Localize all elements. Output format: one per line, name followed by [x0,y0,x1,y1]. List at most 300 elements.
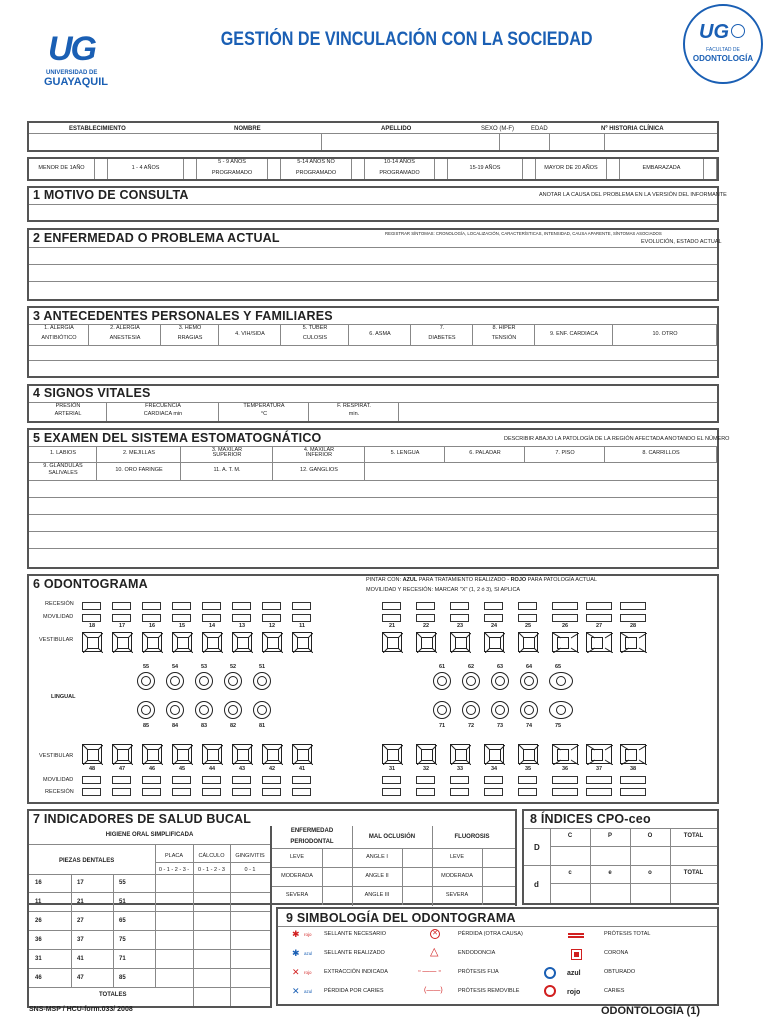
symbol-label-2: ENDODONCIA [458,950,496,956]
tooth-number: 64 [525,664,533,670]
region-2 [97,446,181,462]
movilidad-box[interactable] [552,614,578,622]
recesion-box[interactable] [484,788,503,796]
deciduous-tooth-52[interactable] [224,672,242,690]
movilidad-box[interactable] [620,614,646,622]
hdr-nombre: NOMBRE [234,126,261,132]
movilidad-box[interactable] [292,614,311,622]
divider [113,969,114,988]
deciduous-tooth-54[interactable] [166,672,184,690]
age-checkbox-divider [434,159,435,179]
cpo-input[interactable] [631,847,669,863]
tooth-35[interactable] [518,744,538,764]
region-2-3 [181,462,273,480]
calculo-input[interactable] [194,932,229,949]
tooth-36[interactable] [552,744,578,764]
movilidad-box[interactable] [586,614,612,622]
symbol-label-2: PÉRDIDA (OTRA CAUSA) [458,931,523,937]
age-label: EMBARAZADA [642,165,681,171]
section-title: 9 SIMBOLOGÍA DEL ODONTOGRAMA [286,911,516,925]
recesion-box[interactable] [552,602,578,610]
region-4 [273,446,365,462]
gingivitis-input[interactable] [231,951,269,968]
region-label: 6. PALADAR [469,450,501,456]
placa-input[interactable] [156,875,192,892]
movilidad-box[interactable] [262,776,281,784]
region-2-label: 10. ORO FARINGE [115,467,163,473]
age-label: 10-14 AÑOS [384,159,415,165]
recesion-box[interactable] [172,602,191,610]
movilidad-box[interactable] [172,776,191,784]
antecedente-6 [349,324,411,345]
deciduous-tooth-51[interactable] [253,672,271,690]
tooth-33[interactable] [450,744,470,764]
deciduous-tooth-83[interactable] [195,701,213,719]
tooth-32[interactable] [416,744,436,764]
pieza-dental: 37 [77,937,84,943]
symbol-label-2: PRÓTESIS FIJA [458,969,499,975]
age-option-3[interactable] [197,159,281,179]
tooth-number: 45 [178,766,186,772]
tooth-17[interactable] [112,632,132,652]
ceo-header: TOTAL [683,870,704,876]
periodontal-option[interactable]: LEVE [289,854,305,860]
tooth-48[interactable] [82,744,102,764]
recesion-box[interactable] [202,788,221,796]
table-row [29,874,270,893]
deciduous-tooth-64[interactable] [520,672,538,690]
ceo-input[interactable] [671,884,716,900]
deciduous-tooth-85[interactable] [137,701,155,719]
tooth-21[interactable] [382,632,402,652]
movilidad-box[interactable] [82,776,101,784]
pieza-dental: 46 [35,975,42,981]
recesion-box[interactable] [172,788,191,796]
examen-field[interactable] [31,482,715,566]
region-label: 3. MAXILAR [211,447,243,453]
recesion-box[interactable] [586,602,612,610]
region-label: 1. LABIOS [50,450,76,456]
apellido-field[interactable] [323,135,497,149]
deciduous-tooth-62[interactable] [462,672,480,690]
placa-input[interactable] [156,913,192,930]
age-option-6[interactable] [448,159,536,179]
section-note: ANOTAR LA CAUSA DEL PROBLEMA EN LA VERSIÓN DEL INFORMANTE [539,192,727,198]
symbol-asterisk-icon: ✱ [292,929,300,939]
movilidad-box[interactable] [82,614,101,622]
placa-input[interactable] [156,894,192,911]
movilidad-box[interactable] [112,614,131,622]
movilidad-box[interactable] [416,614,435,622]
divider [402,886,403,905]
recesion-box[interactable] [142,788,161,796]
movilidad-box[interactable] [450,614,469,622]
logo-ug-left [44,32,108,90]
region-6 [445,446,525,462]
age-option-8[interactable] [620,159,717,179]
pieza-dental: 16 [35,880,42,886]
recesion-box[interactable] [416,602,435,610]
note-text-3: PARA PATOLOGÍA ACTUAL [526,577,597,583]
tooth-15[interactable] [172,632,192,652]
recesion-box[interactable] [416,788,435,796]
enfermedad-field[interactable] [31,249,715,297]
age-label-2: PROGRAMADO [211,170,253,176]
region-2-4 [273,462,365,480]
signo-vital-label-2: °C [260,411,268,417]
calculo-input[interactable] [194,913,229,930]
movilidad-box[interactable] [620,776,646,784]
deciduous-tooth-81[interactable] [253,701,271,719]
symbol-x-icon: ✱ [292,948,300,958]
note-azul: AZUL [402,577,418,583]
sexo-field[interactable] [501,135,547,149]
gingivitis-input[interactable] [231,932,269,949]
cpo-input[interactable] [671,847,716,863]
cpo-D: D [534,843,540,852]
symbol-label-2: PRÓTESIS REMOVIBLE [458,988,520,994]
region-2-1 [29,462,97,480]
tooth-number: 17 [118,623,126,629]
recesion-box[interactable] [518,788,537,796]
pieza-dental: 27 [77,918,84,924]
tooth-number: 32 [422,766,430,772]
antecedente-label-2: ANTIBIÓTICO [41,335,77,341]
deciduous-tooth-63[interactable] [491,672,509,690]
age-label-2: PROGRAMADO [295,170,337,176]
logo-right-line1: FACULTAD DE [706,47,740,53]
movilidad-box[interactable] [142,614,161,622]
tooth-26[interactable] [552,632,578,652]
tooth-number: 33 [456,766,464,772]
movilidad-box[interactable] [484,614,503,622]
tooth-number: 14 [208,623,216,629]
tooth-number: 61 [438,664,446,670]
divider [71,893,72,912]
tooth-13[interactable] [232,632,252,652]
tooth-number: 35 [524,766,532,772]
tooth-16[interactable] [142,632,162,652]
pieza-dental: 65 [119,918,126,924]
movilidad-box[interactable] [172,614,191,622]
symbol-color: rojo [304,970,312,975]
region-1 [29,446,97,462]
age-option-2[interactable] [108,159,197,179]
divider [272,886,515,887]
deciduous-tooth-75[interactable] [549,701,573,719]
deciduous-tooth-72[interactable] [462,701,480,719]
cpo-input[interactable] [551,847,589,863]
antecedente-7 [411,324,473,345]
recesion-box[interactable] [620,602,646,610]
recesion-box[interactable] [552,788,578,796]
hdr-establecimiento: ESTABLECIMIENTO [69,126,126,132]
movilidad-box[interactable] [484,776,503,784]
maloclusion-option[interactable]: ANGLE II [365,873,389,879]
establecimiento-field[interactable] [31,135,319,149]
recesion-box[interactable] [518,602,537,610]
recesion-box[interactable] [262,788,281,796]
placa-input[interactable] [156,970,192,987]
movilidad-box[interactable] [382,614,401,622]
divider [322,886,323,905]
tooth-45[interactable] [172,744,192,764]
section-title: 5 EXAMEN DEL SISTEMA ESTOMATOGNÁTICO [33,431,322,445]
gingivitis-input[interactable] [231,913,269,930]
divider [272,867,515,868]
label-vestibular-bottom: VESTIBULAR [39,753,74,759]
section-note-2: EVOLUCIÓN, ESTADO ACTUAL [641,239,722,245]
tooth-18[interactable] [82,632,102,652]
section-note: REGISTRAR SÍNTOMAS: CRONOLOGÍA, LOCALIZACIÓN, CARACTERÍSTICAS, INTENSIDAD, CAUSA APARENTE, SÍNTOMAS ASOCIADOS [385,231,662,237]
region-7 [525,446,605,462]
symbol-label-3: CARIES [604,988,625,994]
age-checkbox-divider [351,159,352,179]
tooth-37[interactable] [586,744,612,764]
periodontal-option[interactable]: SEVERA [285,892,309,898]
tooth-14[interactable] [202,632,222,652]
hdr-edad: EDAD [531,126,548,132]
tooth-12[interactable] [262,632,282,652]
gingivitis-input[interactable] [231,875,269,892]
recesion-box[interactable] [82,788,101,796]
recesion-box[interactable] [112,788,131,796]
tooth-28[interactable] [620,632,646,652]
region-8 [605,446,717,462]
logo-ug-mark-right: UG [699,21,729,43]
antecedente-label: 4. VIH/SIDA [235,330,265,337]
pieza-dental: 11 [35,899,42,905]
antecedente-5 [281,324,349,345]
deciduous-tooth-84[interactable] [166,701,184,719]
cpo-header: TOTAL [683,833,704,839]
calculo-input[interactable] [194,970,229,987]
recesion-box[interactable] [450,602,469,610]
movilidad-box[interactable] [112,776,131,784]
pieza-dental: 55 [119,880,126,886]
placa-header: PLACA [164,853,184,859]
tooth-number: 53 [200,664,208,670]
tooth-31[interactable] [382,744,402,764]
movilidad-box[interactable] [142,776,161,784]
antecedente-10 [613,324,717,345]
periodontal-option[interactable]: MODERADA [281,873,313,879]
indicadores-table [27,826,272,1008]
movilidad-box[interactable] [202,614,221,622]
recesion-box[interactable] [232,788,251,796]
symbol-label-3: PRÓTESIS TOTAL [604,931,651,937]
movilidad-box[interactable] [202,776,221,784]
gingivitis-input[interactable] [231,970,269,987]
tooth-47[interactable] [112,744,132,764]
logo-line2: GUAYAQUIL [44,76,108,88]
table-row [29,931,270,950]
tooth-42[interactable] [262,744,282,764]
ceo-input[interactable] [631,884,669,900]
movilidad-box[interactable] [232,614,251,622]
movilidad-box[interactable] [586,776,612,784]
age-label: MENOR DE 1AÑO [38,165,85,171]
antecedente-label: 10. OTRO [652,330,678,337]
deciduous-tooth-71[interactable] [433,701,451,719]
tooth-46[interactable] [142,744,162,764]
antecedente-4 [219,324,281,345]
signo-vital-label: PRESIÓN [55,403,81,409]
symbol-color: azul [304,951,313,956]
signo-vital-2 [107,402,219,421]
deciduous-tooth-61[interactable] [433,672,451,690]
deciduous-tooth-55[interactable] [137,672,155,690]
historia-field[interactable] [606,135,716,149]
tooth-22[interactable] [416,632,436,652]
region-label: 5. LENGUA [390,450,420,456]
antecedente-label-2: CULOSIS [302,335,328,341]
deciduous-tooth-74[interactable] [520,701,538,719]
antecedente-9 [535,324,613,345]
protesis-total-icon [568,933,584,935]
recesion-box[interactable] [586,788,612,796]
tooth-43[interactable] [232,744,252,764]
calculo-input[interactable] [194,951,229,968]
region-5 [365,446,445,462]
region-label: 2. MEJILLAS [122,450,156,456]
tooth-41[interactable] [292,744,312,764]
antecedentes-field[interactable] [31,347,715,375]
page-title: GESTIÓN DE VINCULACIÓN CON LA SOCIEDAD [220,29,593,50]
region-label-2: INFERIOR [305,452,333,458]
fluorosis-option[interactable]: SEVERA [445,892,469,898]
recesion-box[interactable] [382,788,401,796]
tooth-44[interactable] [202,744,222,764]
recesion-box[interactable] [382,602,401,610]
deciduous-tooth-53[interactable] [195,672,213,690]
fluorosis-option[interactable]: LEVE [449,854,465,860]
fluorosis-option[interactable]: MODERADA [441,873,473,879]
symbol-label: SELLANTE NECESARIO [324,931,387,937]
gingivitis-input[interactable] [231,894,269,911]
divider [71,931,72,950]
calculo-input[interactable] [194,894,229,911]
table-row [29,969,270,988]
tooth-23[interactable] [450,632,470,652]
tooth-24[interactable] [484,632,504,652]
recesion-box[interactable] [232,602,251,610]
placa-input[interactable] [156,951,192,968]
calculo-header: CÁLCULO [198,853,225,859]
recesion-box[interactable] [142,602,161,610]
note-rojo: ROJO [510,577,527,583]
movilidad-box[interactable] [232,776,251,784]
age-label: 5-14 AÑOS NO [297,159,335,165]
calculo-input[interactable] [194,875,229,892]
tooth-11[interactable] [292,632,312,652]
deciduous-tooth-82[interactable] [224,701,242,719]
seal-icon [731,24,745,38]
tooth-number: 18 [88,623,96,629]
recesion-box[interactable] [82,602,101,610]
piezas-header: PIEZAS DENTALES [59,858,115,864]
protesis-fija-icon: ▫ —— ▫ [418,968,441,975]
tooth-number: 42 [268,766,276,772]
movilidad-box[interactable] [292,776,311,784]
age-checkbox-divider [267,159,268,179]
edad-field[interactable] [551,135,602,149]
maloclusion-option[interactable]: ANGLE I [366,854,388,860]
recesion-box[interactable] [292,602,311,610]
logo-odontologia-right [683,4,763,84]
maloclusion-option[interactable]: ANGLE III [364,892,390,898]
antecedente-8 [473,324,535,345]
tooth-number: 23 [456,623,464,629]
section-signos-vitales [27,384,719,423]
divider [71,969,72,988]
recesion-box[interactable] [450,788,469,796]
movilidad-box[interactable] [262,614,281,622]
pieza-dental: 47 [77,975,84,981]
movilidad-box[interactable] [416,776,435,784]
section-simbologia [276,907,719,1006]
symbol-label: PÉRDIDA POR CARIES [324,988,384,994]
tooth-number: 41 [298,766,306,772]
tooth-number: 71 [438,723,446,729]
recesion-box[interactable] [112,602,131,610]
divider [402,867,403,886]
section-note: DESCRIBIR ABAJO LA PATOLOGÍA DE LA REGIÓN AFECTADA ANOTANDO EL NÚMERO [504,436,730,442]
section-title: 3 ANTECEDENTES PERSONALES Y FAMILIARES [33,309,333,323]
tooth-27[interactable] [586,632,612,652]
age-option-5[interactable] [365,159,448,179]
tooth-number: 12 [268,623,276,629]
symbol-asterisk-icon: ✕ [292,967,300,977]
antecedente-label-2: DIABETES [428,335,456,341]
tooth-25[interactable] [518,632,538,652]
deciduous-tooth-65[interactable] [549,672,573,690]
tooth-38[interactable] [620,744,646,764]
tooth-number: 36 [561,766,569,772]
recesion-box[interactable] [620,788,646,796]
motivo-field[interactable] [31,206,715,218]
ceo-input[interactable] [551,884,589,900]
age-label: 5 - 9 AÑOS [218,159,246,165]
movilidad-box[interactable] [518,776,537,784]
age-option-7[interactable] [536,159,620,179]
logo-ug-mark: UG [48,30,95,68]
placa-input[interactable] [156,932,192,949]
movilidad-box[interactable] [518,614,537,622]
tooth-number: 46 [148,766,156,772]
recesion-box[interactable] [292,788,311,796]
recesion-box[interactable] [202,602,221,610]
cpo-input[interactable] [591,847,629,863]
recesion-box[interactable] [484,602,503,610]
divider [402,848,403,867]
azul-label: azul [567,970,581,977]
region-label: 4. MAXILAR [303,447,335,453]
age-option-4[interactable] [281,159,365,179]
age-checkbox-divider [94,159,95,179]
movilidad-box[interactable] [382,776,401,784]
cpo-header: P [607,833,612,839]
pieza-dental: 26 [35,918,42,924]
movilidad-box[interactable] [552,776,578,784]
age-option-1[interactable] [29,159,108,179]
movilidad-box[interactable] [450,776,469,784]
recesion-box[interactable] [262,602,281,610]
region-label-2: SUPERIOR [212,452,242,458]
ceo-input[interactable] [591,884,629,900]
tooth-34[interactable] [484,744,504,764]
deciduous-tooth-73[interactable] [491,701,509,719]
